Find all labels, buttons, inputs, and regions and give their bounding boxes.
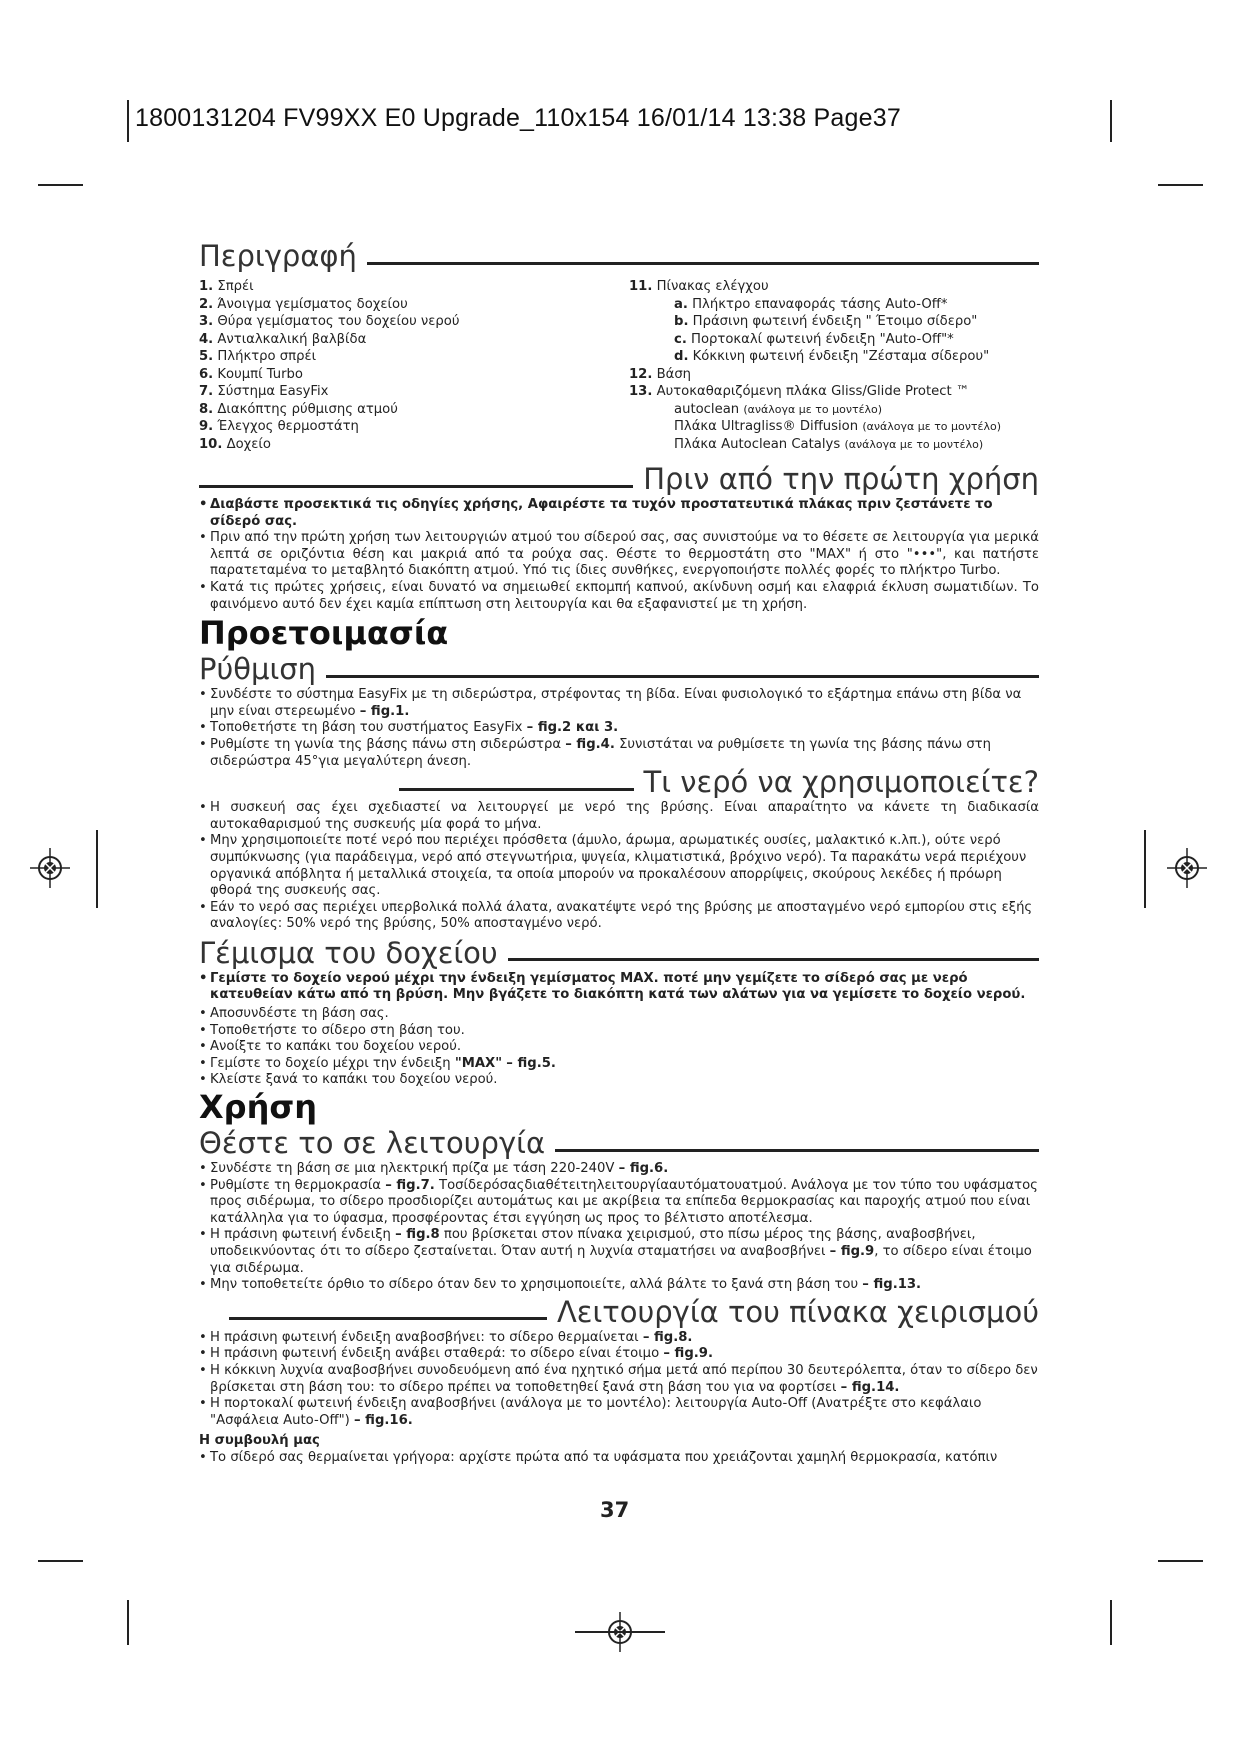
list-item: 11. Πίνακας ελέγχου	[629, 279, 769, 294]
list-item: • Το σίδερό σας θερμαίνεται γρήγορα: αρχίστε πρώτα από τα υφάσματα που χρειάζονται χαμηλή θερμοκρασία, κατόπιν	[199, 1450, 1039, 1467]
list-item: • Η πράσινη φωτεινή ένδειξη αναβοσβήνει: το σίδερο θερμαίνεται – fig.8.	[199, 1330, 1039, 1347]
list-item: • Κατά τις πρώτες χρήσεις, είναι δυνατό να σημειωθεί εκπομπή καπνού, ακίνδυνη οσμή και ελαφριά έκλυση σωματιδίων. Το φαινόμενο αυτό δεν έχει καμία επίπτωση στη λειτουργία και θα εξαφανιστεί με τη χρήση.	[199, 580, 1039, 613]
crop-mark	[575, 1631, 665, 1633]
tip-title: Η συμβουλή μας	[199, 1433, 320, 1449]
list-item: autoclean (ανάλογα με το μοντέλο)	[674, 401, 883, 417]
first-use-list	[199, 497, 1039, 613]
list-item: 13. Αυτοκαθαριζόμενη πλάκα Gliss/Glide Protect ™	[629, 384, 970, 399]
list-item: 12. Βάση	[629, 366, 692, 382]
list-item: • Η συσκευή σας έχει σχεδιαστεί να λειτουργεί με νερό της βρύσης. Είναι απαραίτητο να κάνετε τη διαδικασία αυτοκαθαρισμού της συσκευής μία φορά το μήνα.	[199, 800, 1039, 833]
list-item: 8. Διακόπτης ρύθμισης ατμού	[199, 401, 398, 417]
list-item: • Ρυθμίστε τη γωνία της βάσης πάνω στη σιδερώστρα – fig.4. Συνιστάται να ρυθμίσετε τη γωνία της βάσης πάνω στη σιδερώστρα 45°για μεγαλύτερη άνεση.	[199, 737, 1039, 770]
list-item: • Η πορτοκαλί φωτεινή ένδειξη αναβοσβήνει (ανάλογα με το μοντέλο): λειτουργία Auto-Off (Ανατρέξτε στο κεφάλαιο "Ασφάλεια Auto-Off") – fig.16.	[199, 1396, 1039, 1429]
crop-mark	[38, 1560, 83, 1562]
list-item: • Εάν το νερό σας περιέχει υπερβολικά πολλά άλατα, ανακατέψτε νερό της βρύσης με αποσταγμένο νερό εμπορίου στις εξής αναλογίες: 50% νερό της βρύσης, 50% αποσταγμένο νερό.	[199, 900, 1039, 933]
list-item: • Ρυθμίστε τη θερμοκρασία – fig.7. Τοσίδερόσαςδιαθέτειτηλειτουργίααυτόματουατμού. Ανάλογα με τον τύπο του υφάσματος προς σιδέρωμα, το σίδερο προσδιορίζει αυτομάτως και με ακρίβεια τα επίπεδα θερμοκρασίας και παροχής ατμού που είναι κατάλληλα για το ύφασμα, προσφέροντας έτσι εγγύηση ως προς το βέλτιστο αποτέλεσμα.	[199, 1178, 1039, 1228]
list-item: • Ανοίξτε το καπάκι του δοχείου νερού.	[199, 1039, 1039, 1056]
list-item: 7. Σύστημα EasyFix	[199, 384, 329, 399]
list-item: • Γεμίστε το δοχείο νερού μέχρι την ένδειξη γεμίσματος MAX. ποτέ μην γεμίζετε το σίδερό σας με νερό κατευθείαν κάτω από τη βρύση. Μην βγάζετε το διακόπτη κατά των αλάτων για να γεμίσετε το δοχείο νερού.	[199, 971, 1039, 1004]
list-item: • Η πράσινη φωτεινή ένδειξη – fig.8 που βρίσκεται στον πίνακα χειρισμού, στο πίσω μέρος της βάσης, αναβοσβήνει, υποδεικνύοντας ότι το σίδερο ζεσταίνεται. Όταν αυτή η λυχνία σταματήσει να αναβοσβήνει – fig.9, το σίδερο είναι έτοιμο για σιδέρωμα.	[199, 1227, 1039, 1277]
list-item: • Γεμίστε το δοχείο μέχρι την ένδειξη "MAX" – fig.5.	[199, 1056, 1039, 1073]
title-rule	[367, 262, 1039, 265]
title-rule	[555, 1149, 1039, 1152]
list-item: • Αποσυνδέστε τη βάση σας.	[199, 1006, 1039, 1023]
filling-list	[199, 971, 1039, 1089]
list-item: • Τοποθετήστε το σίδερο στη βάση του.	[199, 1023, 1039, 1040]
page-content	[199, 238, 1039, 1467]
list-item: 3. Θύρα γεμίσματος του δοχείου νερού	[199, 314, 460, 329]
title-rule	[326, 675, 1039, 678]
section-title-control-panel: Λειτουργία του πίνακα χειρισμού	[199, 1294, 1039, 1330]
crop-mark	[96, 830, 98, 908]
list-item: c. Πορτοκαλί φωτεινή ένδειξη "Auto-Off"*	[674, 331, 954, 347]
list-item: Πλάκα Ultragliss® Diffusion (ανάλογα με το μοντέλο)	[674, 419, 1002, 434]
crop-mark	[38, 184, 83, 186]
list-item: a. Πλήκτρο επαναφοράς τάσης Auto-Off*	[674, 296, 948, 312]
crop-mark	[1158, 1560, 1203, 1562]
list-item: • Μην τοποθετείτε όρθιο το σίδερο όταν δεν το χρησιμοποιείτε, αλλά βάλτε το ξανά στη βάση του – fig.13.	[199, 1277, 1039, 1294]
list-item: • Συνδέστε το σύστημα EasyFix με τη σιδερώστρα, στρέφοντας τη βίδα. Είναι φυσιολογικό το εξάρτημα επάνω στη βίδα να μην είναι στερεωμένο – fig.1.	[199, 687, 1039, 720]
list-item: • Η πράσινη φωτεινή ένδειξη ανάβει σταθερά: το σίδερο είναι έτοιμο – fig.9.	[199, 1346, 1039, 1363]
list-item: b. Πράσινη φωτεινή ένδειξη " Έτοιμο σίδερο"	[674, 314, 978, 329]
section-title-filling: Γέμισμα του δοχείου	[199, 935, 1039, 971]
list-item: • Τοποθετήστε τη βάση του συστήματος EasyFix – fig.2 και 3.	[199, 720, 1039, 737]
crop-mark	[1110, 1600, 1112, 1645]
title-rule	[199, 485, 633, 488]
list-item: 1. Σπρέι	[199, 279, 254, 294]
list-item: 6. Κουμπί Turbo	[199, 366, 303, 382]
print-header: 1800131204 FV99XX E0 Upgrade_110x154 16/01/14 13:38 Page37	[135, 104, 901, 132]
panel-list	[199, 1330, 1039, 1430]
section-title-preparation: Προετοιμασία	[199, 614, 449, 653]
list-item: 4. Αντιαλκαλική βαλβίδα	[199, 331, 367, 347]
title-rule	[508, 958, 1039, 961]
section-title-use: Χρήση	[199, 1088, 318, 1127]
crop-mark	[1158, 184, 1203, 186]
list-item: 5. Πλήκτρο σπρέι	[199, 349, 317, 364]
section-title-first-use: Πριν από την πρώτη χρήση	[199, 461, 1039, 497]
list-item: d. Κόκκινη φωτεινή ένδειξη "Ζέσταμα σίδερου"	[674, 349, 990, 364]
crop-mark	[127, 100, 129, 142]
list-item: • Κλείστε ξανά το καπάκι του δοχείου νερού.	[199, 1072, 1039, 1089]
setup-list	[199, 687, 1039, 770]
title-rule	[399, 788, 634, 791]
crop-mark	[1144, 830, 1146, 908]
section-title-water: Τι νερό να χρησιμοποιείτε?	[199, 764, 1039, 800]
crop-mark	[127, 1600, 129, 1645]
list-item: 2. Άνοιγμα γεμίσματος δοχείου	[199, 296, 408, 312]
list-item: 10. Δοχείο	[199, 436, 271, 452]
list-item: • Η κόκκινη λυχνία αναβοσβήνει συνοδευόμενη από ένα ηχητικό σήμα μετά από περίπου 30 δευτερόλεπτα, όταν το σίδερο δεν βρίσκεται στη βάση του: το σίδερο πρέπει να τοποθετηθεί ξανά στη βάση του για να φορτίσει – fig.14.	[199, 1363, 1039, 1396]
page-number: 37	[600, 1498, 630, 1522]
list-item: • Διαβάστε προσεκτικά τις οδηγίες χρήσης, Αφαιρέστε τα τυχόν προστατευτικά πλάκας πριν ζεστάνετε το σίδερό σας.	[199, 497, 1039, 530]
section-title-setup: Ρύθμιση	[199, 651, 1039, 687]
section-title-description: Περιγραφή	[199, 238, 1039, 274]
title-rule	[229, 1317, 547, 1320]
description-left-column	[199, 278, 629, 453]
description-list	[199, 278, 1039, 453]
list-item: 9. Έλεγχος θερμοστάτη	[199, 419, 359, 434]
description-right-column	[629, 278, 1039, 453]
water-list	[199, 800, 1039, 933]
list-item: Πλάκα Autoclean Catalys (ανάλογα με το μοντέλο)	[674, 436, 984, 452]
crop-mark	[1110, 100, 1112, 142]
list-item: • Πριν από την πρώτη χρήση των λειτουργιών ατμού του σίδερού σας, σας συνιστούμε να το θέσετε σε λειτουργία για μερικά λεπτά σε οριζόντια θέση και μακριά από τα ρούχα σας. Θέστε το θερμοστάτη στο "MAX" ή στο "•••", και πατήστε παρατεταμένα το μεταβλητό διακόπτη ατμού. Υπό τις ίδιες συνθήκες, ενεργοποιήστε πολλές φορές το πλήκτρο Turbo.	[199, 530, 1039, 580]
list-item: • Συνδέστε τη βάση σε μια ηλεκτρική πρίζα με τάση 220-240V – fig.6.	[199, 1161, 1039, 1178]
use-list	[199, 1161, 1039, 1294]
registration-mark-icon	[30, 848, 70, 888]
registration-mark-icon	[1167, 848, 1207, 888]
section-title-start: Θέστε το σε λειτουργία	[199, 1125, 1039, 1161]
list-item: • Μην χρησιμοποιείτε ποτέ νερό που περιέχει πρόσθετα (άμυλο, άρωμα, αρωματικές ουσίες, μαλακτικό κ.λπ.), ούτε νερό συμπύκνωσης (για παράδειγμα, νερό από στεγνωτήρια, ψυγεία, κλιματιστικά, βρόχινο νερό). Τα παρακάτω νερά περιέχουν οργανικά απόβλητα ή μεταλλικά στοιχεία, τα οποία μπορούν να προκαλέσουν απορρίψεις, σκούρους λεκέδες ή πρόωρη φθορά της συσκευής σας.	[199, 833, 1039, 899]
tip-list	[199, 1450, 1039, 1467]
